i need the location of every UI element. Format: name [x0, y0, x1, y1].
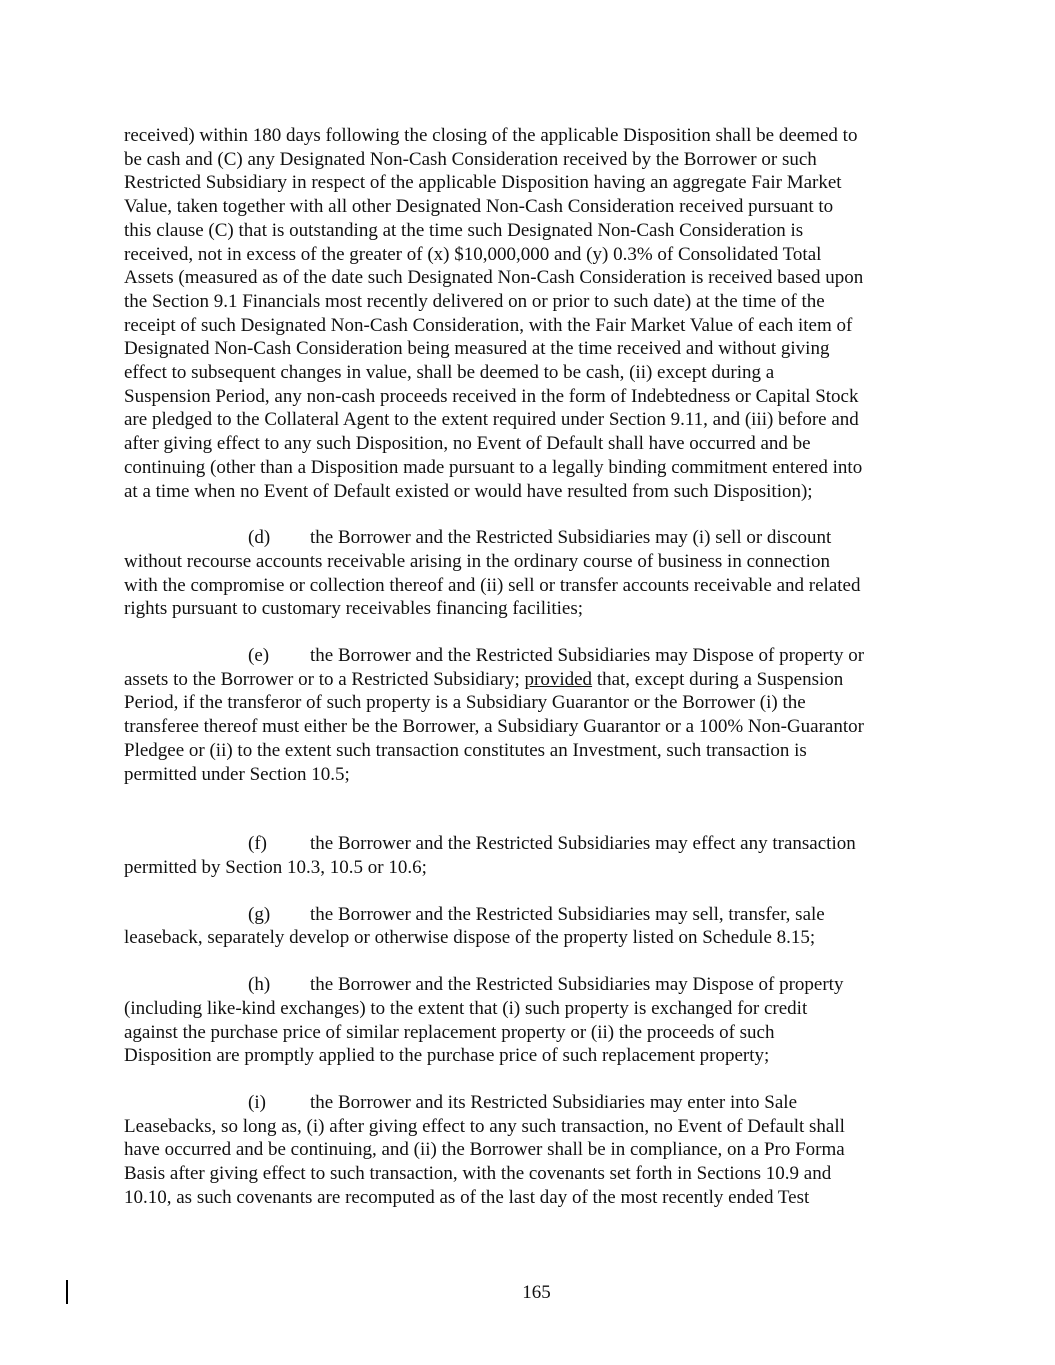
clause-first-line: [124, 1091, 930, 1115]
provided-term: provided: [524, 668, 593, 690]
clause-label: (i): [248, 1091, 266, 1113]
clause-first-text: the Borrower and the Restricted Subsidiaries may (i) sell or discount: [310, 527, 832, 549]
text-line: (including like-kind exchanges) to the extent that (i) such property is exchanged for credit: [124, 997, 808, 1019]
page-number: 165: [522, 1282, 551, 1303]
paragraph-gap: [124, 621, 930, 644]
document-body: [124, 124, 930, 1209]
clause-first-line: [124, 644, 930, 668]
clause-g: [124, 903, 930, 950]
text-line: Leasebacks, so long as, (i) after giving effect to any such transaction, no Event of Default shall: [124, 1115, 845, 1137]
text-line: 10.10, as such covenants are recomputed as of the last day of the most recently ended Test: [124, 1186, 810, 1208]
text-line: at a time when no Event of Default existed or would have resulted from such Disposition);: [124, 480, 813, 502]
text-line: Suspension Period, any non-cash proceeds received in the form of Indebtedness or Capital Stock: [124, 385, 859, 407]
text-line: with the compromise or collection thereof and (ii) sell or transfer accounts receivable and related: [124, 574, 861, 596]
text-line: without recourse accounts receivable arising in the ordinary course of business in connection: [124, 550, 830, 572]
text-line: Period, if the transferor of such property is a Subsidiary Guarantor or the Borrower (i) the: [124, 692, 806, 714]
paragraph-gap: [124, 503, 930, 526]
clause-label: (f): [248, 833, 267, 855]
clause-d: [124, 526, 930, 621]
text-line: effect to subsequent changes in value, shall be deemed to be cash, (ii) except during a: [124, 362, 775, 384]
clause-label: (e): [248, 645, 270, 667]
clause-first-line: [124, 526, 930, 550]
paragraph-gap: [124, 880, 930, 903]
clause-h: [124, 973, 930, 1068]
clause-first-text: the Borrower and its Restricted Subsidiaries may enter into Sale: [310, 1091, 798, 1113]
text-line: Assets (measured as of the date such Designated Non-Cash Consideration is received based upon: [124, 267, 864, 289]
text-line: rights pursuant to customary receivables financing facilities;: [124, 598, 584, 620]
clause-i: [124, 1091, 930, 1210]
text-line: received, not in excess of the greater of (x) $10,000,000 and (y) 0.3% of Consolidated Total: [124, 243, 822, 265]
text-line: the Section 9.1 Financials most recently delivered on or prior to such date) at the time of the: [124, 290, 825, 312]
text-line: are pledged to the Collateral Agent to the extent required under Section 9.11, and (iii) before and: [124, 409, 859, 431]
paragraph-gap: [124, 1068, 930, 1091]
text-line: Restricted Subsidiary in respect of the applicable Disposition having an aggregate Fair Market: [124, 172, 842, 194]
paragraph-gap: [124, 786, 930, 832]
text-line: transferee thereof must either be the Borrower, a Subsidiary Guarantor or a 100% Non-Guarantor: [124, 716, 864, 738]
text-line: Value, taken together with all other Designated Non-Cash Consideration received pursuant to: [124, 196, 834, 218]
text-segment: that, except during a Suspension: [592, 668, 844, 690]
continuation-paragraph: [124, 124, 930, 503]
clause-label: (h): [248, 974, 271, 996]
paragraph-gap: [124, 950, 930, 973]
text-line: leaseback, separately develop or otherwise dispose of the property listed on Schedule 8.15;: [124, 927, 816, 949]
text-line: this clause (C) that is outstanding at the time such Designated Non-Cash Consideration is: [124, 219, 804, 241]
clause-first-text: the Borrower and the Restricted Subsidiaries may Dispose of property: [310, 974, 844, 996]
text-line: received) within 180 days following the closing of the applicable Disposition shall be deemed to: [124, 125, 858, 146]
clause-first-line: [124, 832, 930, 856]
clause-first-text: the Borrower and the Restricted Subsidiaries may effect any transaction: [310, 833, 856, 855]
clause-first-line: [124, 973, 930, 997]
clause-e: [124, 644, 930, 786]
text-line: Disposition are promptly applied to the purchase price of such replacement property;: [124, 1045, 770, 1067]
text-line: receipt of such Designated Non-Cash Consideration, with the Fair Market Value of each item of: [124, 314, 853, 336]
clause-label: (g): [248, 903, 271, 925]
text-line: have occurred and be continuing, and (ii) the Borrower shall be in compliance, on a Pro Forma: [124, 1139, 845, 1161]
clause-first-line: [124, 903, 930, 927]
text-segment: assets to the Borrower or to a Restricted Subsidiary;: [124, 668, 525, 690]
text-line: Pledgee or (ii) to the extent such transaction constitutes an Investment, such transaction is: [124, 739, 807, 761]
text-line: [124, 668, 930, 692]
text-line: permitted by Section 10.3, 10.5 or 10.6;: [124, 856, 427, 878]
text-line: continuing (other than a Disposition made pursuant to a legally binding commitment entered into: [124, 456, 863, 478]
clause-label: (d): [248, 527, 271, 549]
text-line: Designated Non-Cash Consideration being measured at the time received and without giving: [124, 338, 830, 360]
text-line: be cash and (C) any Designated Non-Cash Consideration received by the Borrower or such: [124, 148, 817, 170]
text-line: Basis after giving effect to such transaction, with the covenants set forth in Sections 10.9 and: [124, 1163, 832, 1185]
clause-first-text: the Borrower and the Restricted Subsidiaries may sell, transfer, sale: [310, 903, 825, 925]
text-line: permitted under Section 10.5;: [124, 763, 350, 785]
text-line: after giving effect to any such Disposition, no Event of Default shall have occurred and be: [124, 433, 811, 455]
clause-f: [124, 832, 930, 879]
clause-first-text: the Borrower and the Restricted Subsidiaries may Dispose of property or: [310, 645, 865, 667]
text-line: against the purchase price of similar replacement property or (ii) the proceeds of such: [124, 1021, 775, 1043]
